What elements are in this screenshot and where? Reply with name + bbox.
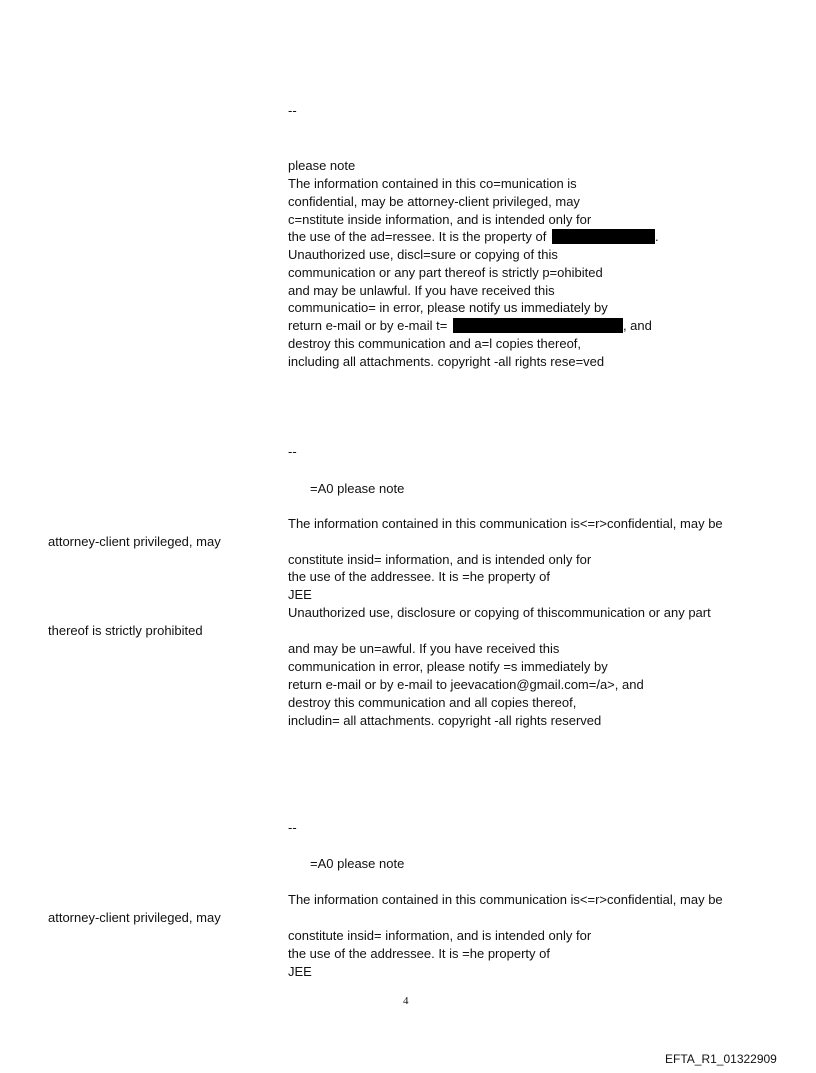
redaction-box <box>453 318 623 333</box>
text-line: including all attachments. copyright -all rights rese=ved <box>288 354 605 369</box>
text-line: constitute insid= information, and is intended only for <box>288 928 592 943</box>
text-line: communication in error, please notify =s immediately by <box>288 659 608 674</box>
redaction-box <box>552 229 655 244</box>
text-line: and may be unlawful. If you have received this <box>288 283 555 298</box>
separator: -- <box>288 444 297 459</box>
separator: -- <box>288 103 297 118</box>
text-line: thereof is strictly prohibited <box>48 623 203 638</box>
text-line: The information contained in this communication is<=r>confidential, may be <box>288 892 723 907</box>
page-number: 4 <box>403 995 409 1007</box>
text-line: destroy this communication and all copies thereof, <box>288 695 577 710</box>
text-line: =A0 please note <box>310 481 405 496</box>
text-line <box>288 228 659 245</box>
text-fragment: the use of the ad=ressee. It is the property of <box>288 229 547 244</box>
text-fragment: , and <box>622 318 652 333</box>
text-fragment: . <box>654 229 659 244</box>
text-line: the use of the addressee. It is =he property of <box>288 946 550 961</box>
text-line: =A0 please note <box>310 856 405 871</box>
text-line: and may be un=awful. If you have received this <box>288 641 560 656</box>
text-line: JEE <box>288 964 312 979</box>
text-line: communication or any part thereof is strictly p=ohibited <box>288 265 603 280</box>
text-line: please note <box>288 158 356 173</box>
text-line: c=nstitute inside information, and is intended only for <box>288 212 592 227</box>
text-line: destroy this communication and a=l copies thereof, <box>288 336 582 351</box>
document-id: EFTA_R1_01322909 <box>665 1052 777 1066</box>
text-line: The information contained in this co=munication is <box>288 176 577 191</box>
text-line: the use of the addressee. It is =he property of <box>288 569 550 584</box>
text-line: includin= all attachments. copyright -all rights reserved <box>288 713 602 728</box>
text-line: Unauthorized use, disclosure or copying of thiscommunication or any part <box>288 605 711 620</box>
text-line: attorney-client privileged, may <box>48 910 221 925</box>
text-line: The information contained in this communication is<=r>confidential, may be <box>288 516 723 531</box>
text-line: JEE <box>288 587 312 602</box>
separator: -- <box>288 820 297 835</box>
text-line: Unauthorized use, discl=sure or copying of this <box>288 247 558 262</box>
text-line: communicatio= in error, please notify us immediately by <box>288 300 608 315</box>
text-line: return e-mail or by e-mail to jeevacation@gmail.com=/a>, and <box>288 677 644 692</box>
text-line: constitute insid= information, and is intended only for <box>288 552 592 567</box>
text-line: attorney-client privileged, may <box>48 534 221 549</box>
text-line: confidential, may be attorney-client privileged, may <box>288 194 580 209</box>
text-line <box>288 317 652 334</box>
text-fragment: return e-mail or by e-mail t= <box>288 318 448 333</box>
